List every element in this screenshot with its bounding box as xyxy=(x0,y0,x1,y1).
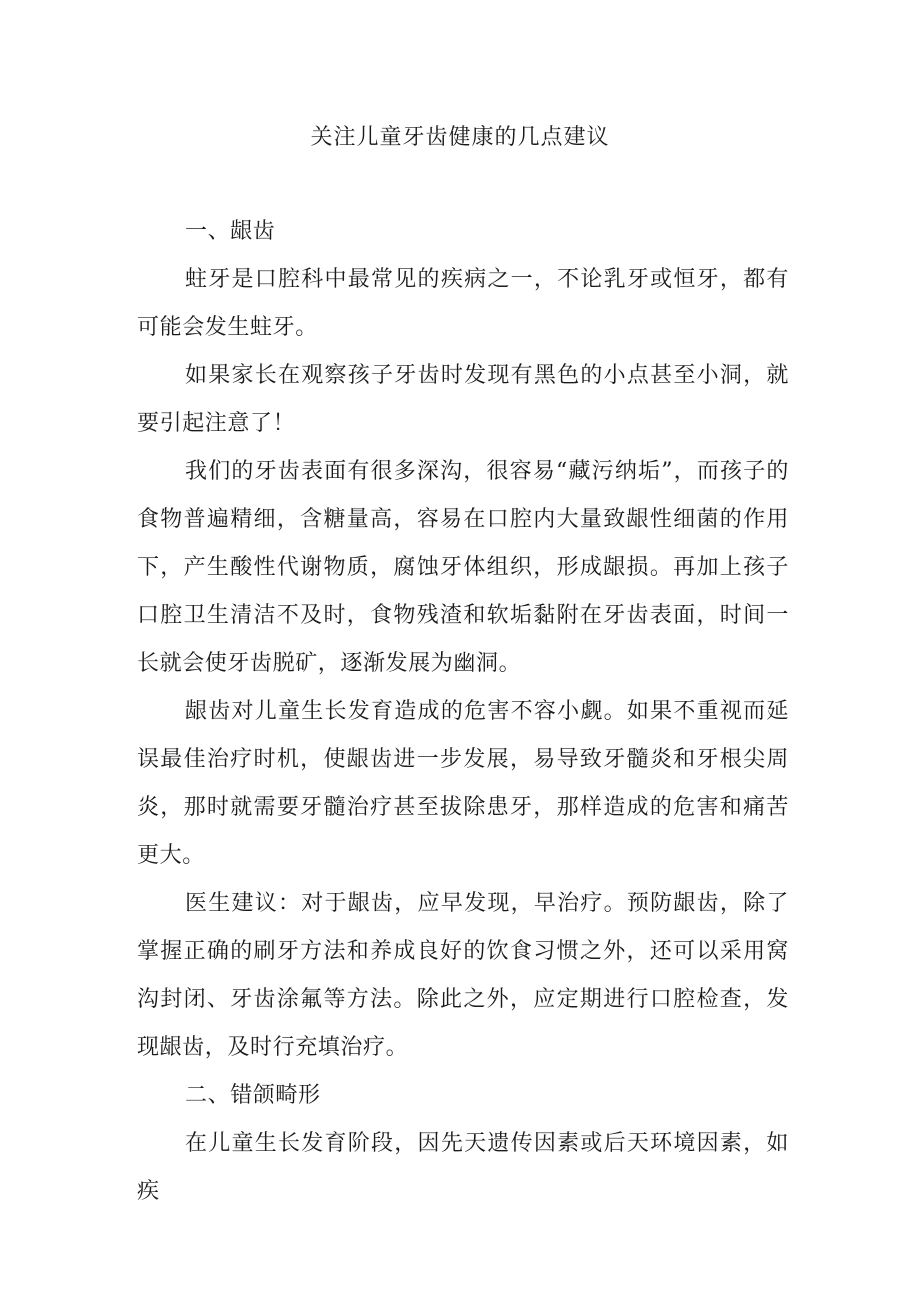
document-title: 关注儿童牙齿健康的几点建议 xyxy=(310,125,610,150)
paragraph-cavity-common: 蛀牙是口腔科中最常见的疾病之一，不论乳牙或恒牙，都有可能会发生蛀牙。 xyxy=(137,267,789,340)
document-body xyxy=(137,208,789,1216)
section-heading-malocclusion: 二、错颌畸形 xyxy=(185,1083,321,1108)
section-heading-caries: 一、龈齿 xyxy=(185,219,276,244)
paragraph-parent-observe: 如果家长在观察孩子牙齿时发现有黑色的小点甚至小洞，就要引起注意了！ xyxy=(137,363,789,436)
paragraph-tooth-grooves: 我们的牙齿表面有很多深沟，很容易“藏污纳垢”，而孩子的食物普遍精细，含糖量高，容易在口腔内大量致龈性细菌的作用下，产生酸性代谢物质，腐蚀牙体组织，形成龈损。再加上孩子口腔卫生清洁不及时，食物残渣和软垢黏附在牙齿表面，时间一长就会使牙齿脱矿，逐渐发展为幽洞。 xyxy=(137,459,789,676)
paragraph-caries-harm: 龈齿对儿童生长发育造成的危害不容小觑。如果不重视而延误最佳治疗时机，使龈齿进一步发展，易导致牙髓炎和牙根尖周炎，那时就需要牙髓治疗甚至拔除患牙，那样造成的危害和痛苦更大。 xyxy=(137,699,789,868)
paragraph-doctor-advice: 医生建议：对于龈齿，应早发现，早治疗。预防龈齿，除了掌握正确的刷牙方法和养成良好的饮食习惯之外，还可以采用窝沟封闭、牙齿涂氟等方法。除此之外，应定期进行口腔检查，发现龈齿，及时行充填治疗。 xyxy=(137,891,789,1060)
paragraph-growth-stage: 在儿童生长发育阶段，因先天遗传因素或后天环境因素，如疾 xyxy=(137,1131,789,1204)
